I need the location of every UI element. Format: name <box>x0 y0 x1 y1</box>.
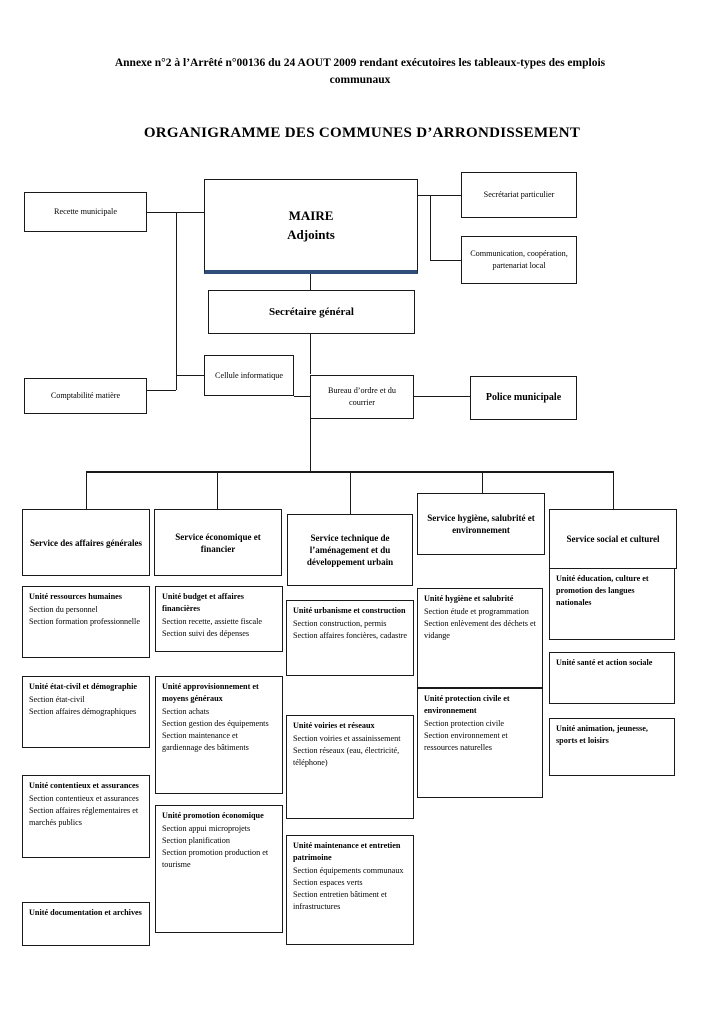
box-unite-ressources-humaines[interactable] <box>22 586 150 658</box>
comptabilite-matiere-label: Comptabilité matière <box>50 391 121 400</box>
box-unite-etat-civil[interactable] <box>22 676 150 748</box>
unit-line: Section espaces verts <box>293 878 363 887</box>
box-unite-promotion-economique[interactable] <box>155 805 283 933</box>
unit-line: Section affaires foncières, cadastre <box>293 631 407 640</box>
box-unite-approvisionnement[interactable] <box>155 676 283 794</box>
secretaire-general-label: Secrétaire général <box>268 306 354 318</box>
box-unite-voiries-reseaux[interactable] <box>286 715 414 819</box>
bureau-ordre-courrier-label: Bureau d’ordre et du courrier <box>328 386 396 407</box>
communication-label: Communication, coopération, partenariat local <box>470 249 568 270</box>
police-municipale-label: Police municipale <box>485 392 562 403</box>
connector-communication <box>430 260 461 261</box>
box-service-social-culturel[interactable] <box>549 509 677 569</box>
unit-line: Section appui microprojets <box>162 824 251 833</box>
box-police-municipale[interactable] <box>470 376 577 420</box>
unit-line: Section du personnel <box>29 605 98 614</box>
unit-title: Unité promotion économique <box>162 811 264 820</box>
unit-line: Section affaires démographiques <box>29 707 137 716</box>
unit-title: Unité contentieux et assurances <box>29 781 139 790</box>
service-3-label: Service technique de l’aménagement et du développement urbain <box>306 533 394 567</box>
unit-title: Unité maintenance et entretien patrimoine <box>293 841 401 862</box>
service-4-label: Service hygiène, salubrité et environnement <box>427 513 535 535</box>
unit-line: Section promotion production et tourisme <box>162 848 269 869</box>
drop-service-1 <box>86 471 87 509</box>
document-annex-title: Annexe n°2 à l’Arrêté n°00136 du 24 AOUT 2009 rendant exécutoires les tableaux-types des emplois communaux <box>114 57 606 86</box>
box-communication[interactable] <box>461 236 577 284</box>
unit-line: Section protection civile <box>424 719 505 728</box>
unit-title: Unité hygiène et salubrité <box>424 594 514 603</box>
unit-line: Section voiries et assainissement <box>293 734 401 743</box>
box-unite-maintenance-entretien[interactable] <box>286 835 414 945</box>
box-unite-urbanisme-construction[interactable] <box>286 600 414 676</box>
unit-title: Unité urbanisme et construction <box>293 606 406 615</box>
box-unite-sante-action-sociale[interactable] <box>549 652 675 704</box>
unit-title: Unité approvisionnement et moyens généraux <box>162 682 259 703</box>
connector-maire-sg <box>310 274 311 290</box>
maire-label: MAIRE <box>288 208 334 223</box>
unit-line: Section équipements communaux <box>293 866 404 875</box>
unit-line: Section achats <box>162 707 210 716</box>
secretariat-particulier-label: Secrétariat particulier <box>483 190 555 199</box>
unit-title: Unité documentation et archives <box>29 908 142 917</box>
unit-line: Section maintenance et gardiennage des bâtiments <box>162 731 249 752</box>
drop-service-2 <box>217 471 218 509</box>
unit-title: Unité animation, jeunesse, sports et loisirs <box>556 724 648 745</box>
unit-line: Section étude et programmation <box>424 607 529 616</box>
service-5-label: Service social et culturel <box>566 534 660 544</box>
unit-title: Unité santé et action sociale <box>556 658 653 667</box>
unit-line: Section réseaux (eau, électricité, téléphone) <box>293 746 400 767</box>
drop-service-3 <box>350 471 351 514</box>
recette-municipale-label: Recette municipale <box>54 207 117 216</box>
connector-sg-down <box>310 334 311 374</box>
box-unite-education-culture[interactable] <box>549 568 675 640</box>
unit-title: Unité protection civile et environnement <box>424 694 510 715</box>
unit-line: Section affaires réglementaires et marchés publics <box>29 806 139 827</box>
unit-title: Unité ressources humaines <box>29 592 122 601</box>
box-recette-municipale[interactable] <box>24 192 147 232</box>
unit-line: Section planification <box>162 836 230 845</box>
unit-line: Section contentieux et assurances <box>29 794 139 803</box>
box-unite-animation-jeunesse[interactable] <box>549 718 675 776</box>
unit-title: Unité éducation, culture et promotion des langues nationales <box>556 574 649 607</box>
unit-title: Unité état-civil et démographie <box>29 682 138 691</box>
box-cellule-informatique[interactable] <box>204 355 294 396</box>
box-unite-contentieux[interactable] <box>22 775 150 858</box>
connector-right-vertical <box>430 195 431 260</box>
box-unite-hygiene-salubrite[interactable] <box>417 588 543 688</box>
box-service-hygiene[interactable] <box>417 493 545 555</box>
service-2-label: Service économique et financier <box>175 531 261 554</box>
box-service-affaires-generales[interactable] <box>22 509 150 576</box>
box-unite-protection-civile[interactable] <box>417 688 543 798</box>
unit-line: Section gestion des équipements <box>162 719 269 728</box>
box-comptabilite-matiere[interactable] <box>24 378 147 414</box>
connector-comptabilite <box>147 390 176 391</box>
box-secretaire-general[interactable] <box>208 290 415 334</box>
box-service-technique[interactable] <box>287 514 413 586</box>
page-title: ORGANIGRAMME DES COMMUNES D’ARRONDISSEMENT <box>143 125 581 141</box>
cellule-informatique-label: Cellule informatique <box>215 370 283 380</box>
unit-line: Section environnement et ressources naturelles <box>424 731 508 752</box>
unit-line: Section entretien bâtiment et infrastructures <box>293 890 387 911</box>
connector-secretariat <box>418 195 461 196</box>
connector-cellule <box>176 375 204 376</box>
unit-line: Section suivi des dépenses <box>162 629 250 638</box>
connector-police <box>414 396 470 397</box>
unit-line: Section recette, assiette fiscale <box>162 617 263 626</box>
box-secretariat-particulier[interactable] <box>461 172 577 218</box>
drop-service-5 <box>613 471 614 509</box>
box-maire[interactable] <box>204 179 418 274</box>
service-1-label: Service des affaires générales <box>29 537 143 548</box>
box-unite-budget-affaires-financieres[interactable] <box>155 586 283 652</box>
drop-service-4 <box>482 471 483 493</box>
box-unite-documentation-archives[interactable] <box>22 902 150 946</box>
adjoints-label: Adjoints <box>287 227 335 242</box>
box-service-economique-financier[interactable] <box>154 509 282 576</box>
box-bureau-ordre-courrier[interactable] <box>310 375 414 419</box>
unit-line: Section formation professionnelle <box>29 617 140 626</box>
unit-line: Section enlèvement des déchets et vidange <box>424 619 536 640</box>
unit-title: Unité voiries et réseaux <box>293 721 375 730</box>
connector-left-vertical <box>176 212 177 390</box>
unit-title: Unité budget et affaires financières <box>162 592 244 613</box>
unit-line: Section construction, permis <box>293 619 387 628</box>
unit-line: Section état-civil <box>29 695 85 704</box>
